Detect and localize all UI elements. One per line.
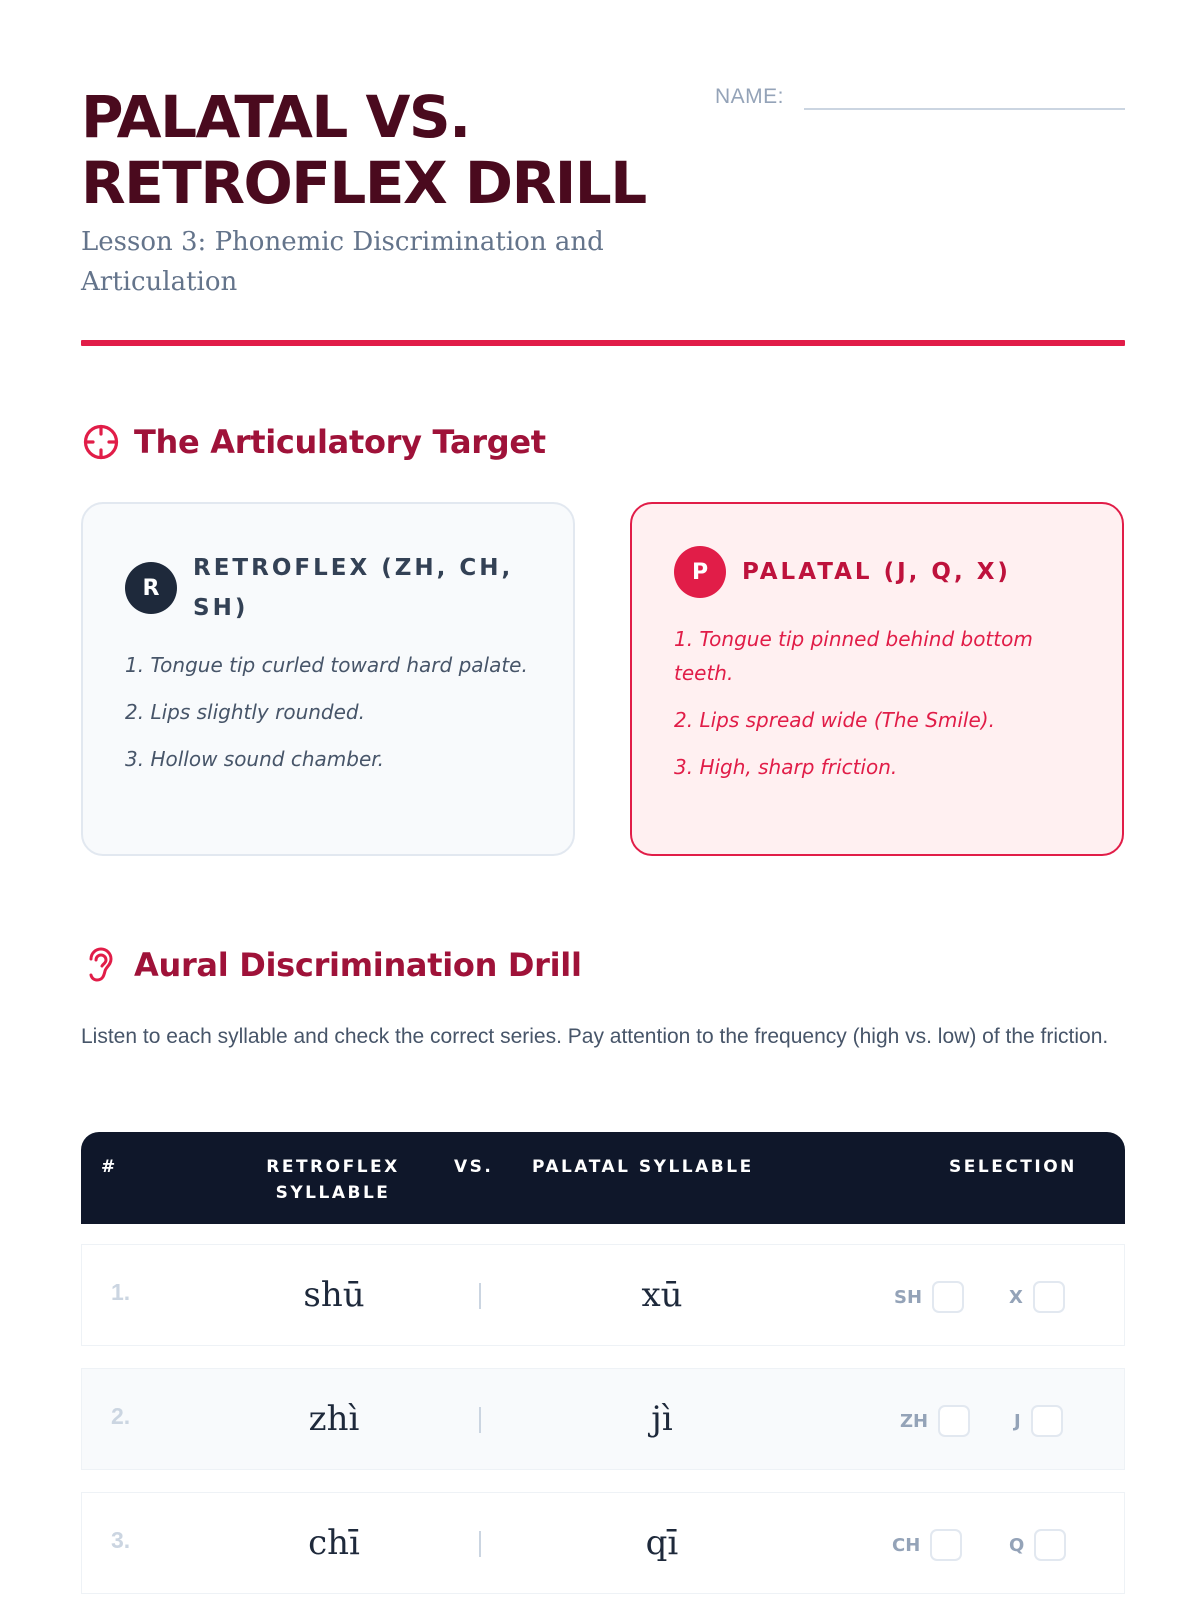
palatal-option[interactable]: [1009, 1281, 1065, 1313]
list-item: 1. Tongue tip pinned behind bottom teeth.: [674, 627, 1033, 685]
section-heading-target: [81, 422, 546, 462]
palatal-syllable: qī: [645, 1523, 679, 1563]
retroflex-syllable: zhì: [308, 1399, 360, 1439]
vs-divider: [479, 1531, 481, 1557]
name-underline[interactable]: [804, 108, 1125, 110]
retroflex-option[interactable]: [894, 1281, 964, 1313]
retroflex-checkbox[interactable]: [930, 1529, 962, 1561]
column-header-num: #: [101, 1157, 118, 1177]
option-label: Q: [1009, 1534, 1025, 1556]
table-header: [81, 1132, 1125, 1224]
palatal-points: [674, 622, 1094, 797]
table-row: [81, 1368, 1125, 1470]
column-header-retroflex: RETROFLEX SYLLABLE: [266, 1157, 400, 1203]
vs-divider: [479, 1407, 481, 1433]
row-number: 1.: [111, 1279, 131, 1305]
name-label: NAME:: [715, 85, 785, 108]
option-label: X: [1009, 1286, 1023, 1308]
option-label: CH: [892, 1534, 921, 1556]
retroflex-syllable: chī: [308, 1523, 360, 1563]
list-item: 3. Hollow sound chamber.: [125, 747, 384, 771]
retroflex-checkbox[interactable]: [932, 1281, 964, 1313]
palatal-option[interactable]: [1009, 1529, 1066, 1561]
retroflex-card-title: RETROFLEX (ZH, CH, SH): [193, 555, 514, 621]
retroflex-option[interactable]: [900, 1405, 970, 1437]
palatal-card: [630, 502, 1124, 856]
row-number: 2.: [111, 1403, 131, 1429]
palatal-checkbox[interactable]: [1031, 1405, 1063, 1437]
retroflex-syllable: shū: [303, 1275, 365, 1315]
list-item: 1. Tongue tip curled toward hard palate.: [125, 653, 528, 677]
retroflex-option[interactable]: [892, 1529, 962, 1561]
palatal-card-title: PALATAL (J, Q, X): [742, 559, 1011, 585]
column-header-palatal: PALATAL SYLLABLE: [532, 1157, 754, 1177]
palatal-syllable: xū: [641, 1275, 683, 1315]
list-item: 2. Lips spread wide (The Smile).: [674, 708, 995, 732]
header-divider: [81, 340, 1125, 346]
column-header-selection: SELECTION: [949, 1157, 1077, 1177]
section-title-target: The Articulatory Target: [134, 423, 546, 461]
option-label: J: [1014, 1410, 1021, 1432]
worksheet-header: [81, 80, 1125, 350]
section-title-drill: Aural Discrimination Drill: [134, 946, 582, 984]
retroflex-card: [81, 502, 575, 856]
row-number: 3.: [111, 1527, 131, 1553]
palatal-badge: P: [674, 546, 726, 598]
page-subtitle: Lesson 3: Phonemic Discrimination and Articulation: [81, 227, 604, 297]
retroflex-points: [125, 648, 545, 789]
ear-icon: [81, 945, 121, 985]
table-row: [81, 1244, 1125, 1346]
retroflex-badge: R: [125, 562, 177, 614]
palatal-checkbox[interactable]: [1034, 1529, 1066, 1561]
column-header-vs: VS.: [454, 1157, 494, 1177]
name-field[interactable]: [715, 82, 1125, 112]
option-label: ZH: [900, 1410, 929, 1432]
drill-instructions: Listen to each syllable and check the correct series. Pay attention to the frequency (high vs. low) of the friction.: [81, 1025, 1109, 1048]
option-label: SH: [894, 1286, 923, 1308]
retroflex-checkbox[interactable]: [938, 1405, 970, 1437]
palatal-option[interactable]: [1014, 1405, 1063, 1437]
palatal-syllable: jì: [651, 1399, 673, 1439]
palatal-checkbox[interactable]: [1033, 1281, 1065, 1313]
section-heading-drill: [81, 945, 582, 985]
table-row: [81, 1492, 1125, 1594]
crosshair-icon: [81, 422, 121, 462]
vs-divider: [479, 1283, 481, 1309]
list-item: 2. Lips slightly rounded.: [125, 700, 365, 724]
page-title: PALATAL VS. RETROFLEX DRILL: [81, 83, 646, 217]
list-item: 3. High, sharp friction.: [674, 755, 898, 779]
